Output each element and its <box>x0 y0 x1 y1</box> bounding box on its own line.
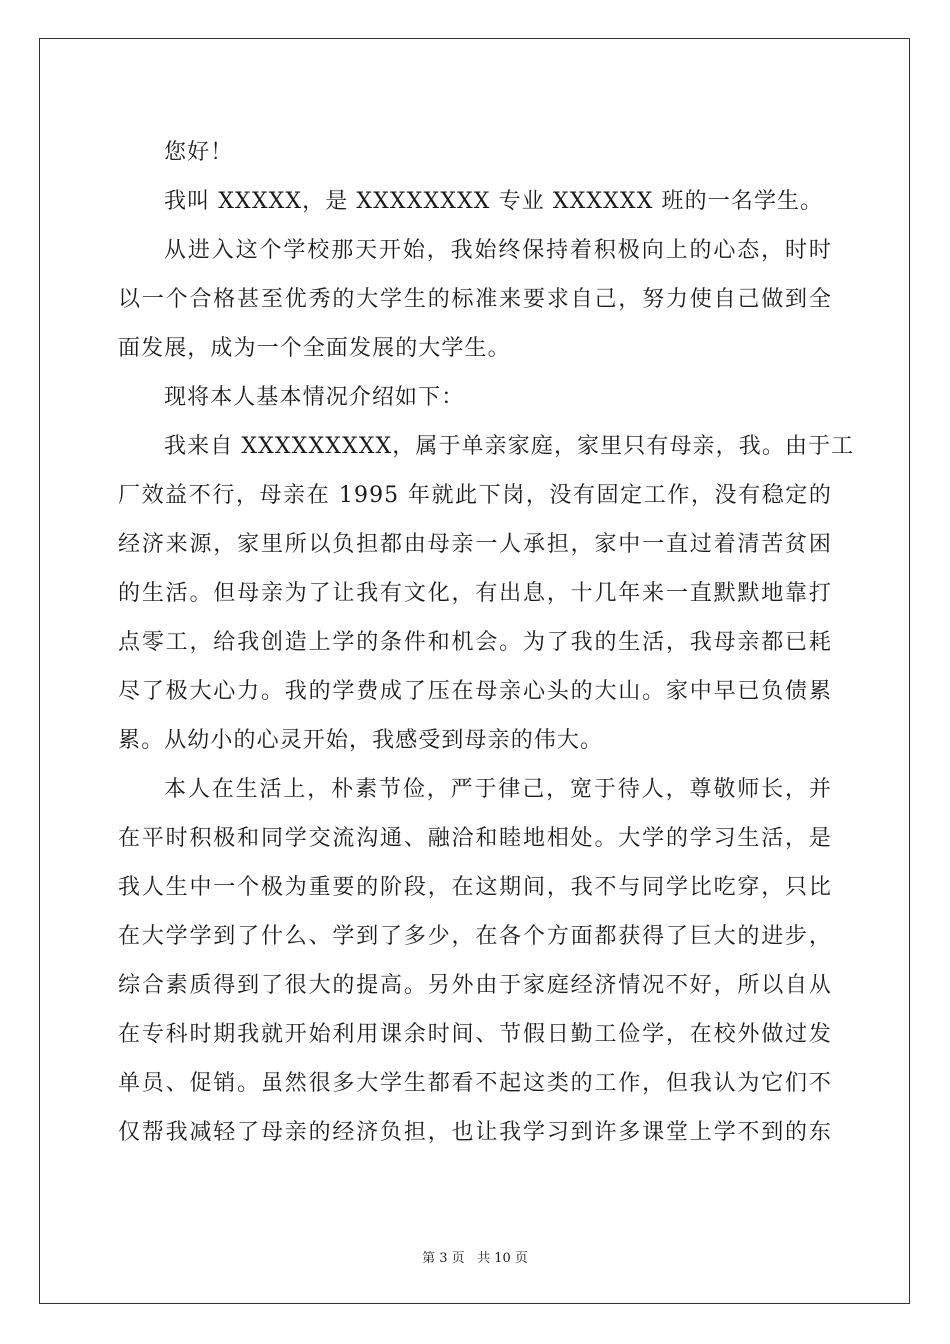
text-line: 综合素质得到了很大的提高。另外由于家庭经济情况不好，所以自从 <box>118 973 832 998</box>
text-line: 厂效益不行，母亲在 1995 年就此下岗，没有固定工作，没有稳定的 <box>118 483 832 508</box>
text-line: 在大学学到了什么、学到了多少，在各个方面都获得了巨大的进步， <box>118 924 832 949</box>
text-line: 在专科时期我就开始利用课余时间、节假日勤工俭学，在校外做过发 <box>118 1022 832 1047</box>
text-line: 现将本人基本情况介绍如下： <box>164 385 465 410</box>
text-line: 本人在生活上，朴素节俭，严于律己，宽于待人，尊敬师长，并 <box>164 777 832 802</box>
text-line: 尽了极大心力。我的学费成了压在母亲心头的大山。家中早已负债累 <box>118 679 832 704</box>
text-line: 经济来源，家里所以负担都由母亲一人承担，家中一直过着清苦贫困 <box>118 532 832 557</box>
text-line: 累。从幼小的心灵开始，我感受到母亲的伟大。 <box>118 728 604 753</box>
text-line: 面发展，成为一个全面发展的大学生。 <box>118 336 511 361</box>
text-line: 在平时积极和同学交流沟通、融洽和睦地相处。大学的学习生活，是 <box>118 826 832 851</box>
footer-current-page: 第 3 页 <box>422 1251 465 1266</box>
page-footer <box>0 1247 950 1266</box>
text-line: 单员、促销。虽然很多大学生都看不起这类的工作，但我认为它们不 <box>118 1071 832 1096</box>
text-line: 点零工，给我创造上学的条件和机会。为了我的生活，我母亲都已耗 <box>118 630 832 655</box>
text-line: 的生活。但母亲为了让我有文化，有出息，十几年来一直默默地靠打 <box>118 581 832 606</box>
footer-total-pages: 共 10 页 <box>477 1251 528 1266</box>
footer-separator <box>465 1251 477 1266</box>
text-line: 以一个合格甚至优秀的大学生的标准来要求自己，努力使自己做到全 <box>118 287 832 312</box>
text-line: 我来自 XXXXXXXXX，属于单亲家庭，家里只有母亲，我。由于工 <box>164 434 855 459</box>
text-line: 您好！ <box>164 140 234 165</box>
text-line: 从进入这个学校那天开始，我始终保持着积极向上的心态，时时 <box>164 238 832 263</box>
text-line: 我叫 XXXXX，是 XXXXXXXX 专业 XXXXXX 班的一名学生。 <box>164 189 824 214</box>
text-line: 我人生中一个极为重要的阶段，在这期间，我不与同学比吃穿，只比 <box>118 875 832 900</box>
text-line: 仅帮我减轻了母亲的经济负担，也让我学习到许多课堂上学不到的东 <box>118 1120 832 1145</box>
document-body <box>118 128 855 1157</box>
